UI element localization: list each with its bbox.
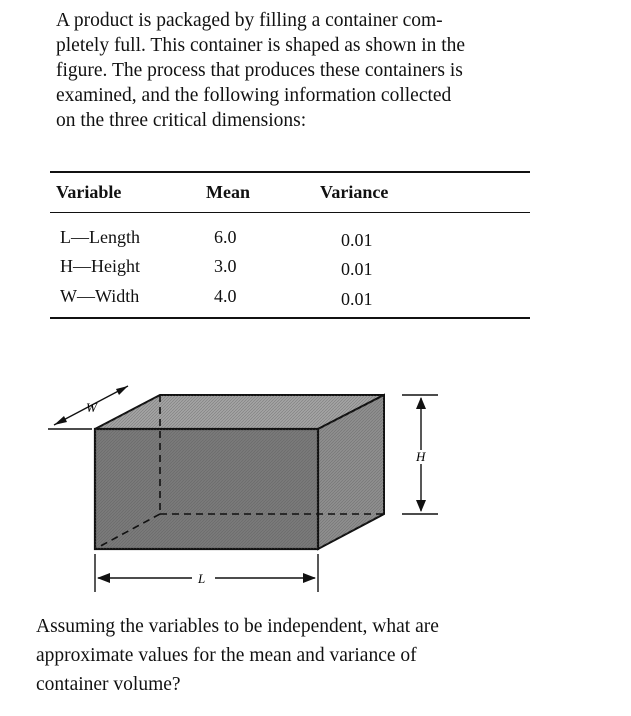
intro-line: pletely full. This container is shaped as shown in the: [56, 35, 466, 56]
length-dimension: [95, 554, 318, 592]
cell-variable: H—Height: [60, 256, 140, 276]
header-variable: Variable: [56, 182, 122, 202]
problem-intro: [56, 8, 536, 133]
cell-variance: 0.01: [341, 230, 373, 250]
intro-line: A product is packaged by filling a container com-: [56, 10, 443, 31]
cell-variance: 0.01: [341, 289, 373, 309]
question: [36, 612, 526, 699]
intro-line: examined, and the following information collected: [56, 85, 452, 106]
header-mean: Mean: [206, 182, 250, 202]
question-line: container volume?: [36, 674, 181, 695]
intro-line: on the three critical dimensions:: [56, 110, 307, 131]
cell-mean: 6.0: [214, 227, 237, 247]
height-label: H: [416, 449, 426, 464]
cell-variable: L—Length: [60, 227, 140, 247]
table-bottom-rule: [50, 317, 530, 319]
intro-line: figure. The process that produces these containers is: [56, 60, 463, 81]
table-top-rule: [50, 171, 530, 173]
cell-mean: 4.0: [214, 286, 237, 306]
width-label: W: [86, 400, 97, 415]
cell-variable: W—Width: [60, 286, 140, 306]
question-line: Assuming the variables to be independent, what are: [36, 616, 439, 637]
container-box-figure: [40, 378, 460, 598]
header-variance: Variance: [320, 182, 389, 202]
cell-variance: 0.01: [341, 259, 373, 279]
length-label: L: [198, 571, 206, 586]
cell-mean: 3.0: [214, 256, 237, 276]
table-header-rule: [50, 212, 530, 213]
question-line: approximate values for the mean and variance of: [36, 645, 417, 666]
